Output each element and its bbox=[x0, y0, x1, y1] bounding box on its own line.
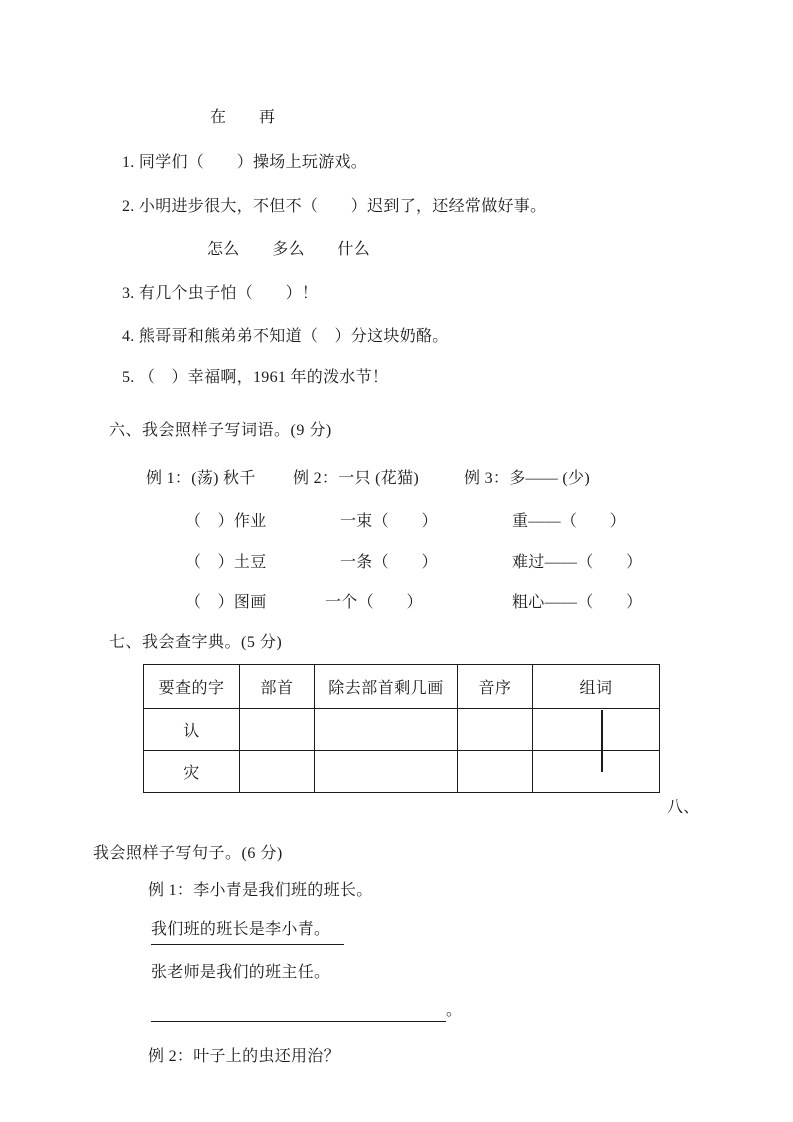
dict-cell-blank bbox=[240, 709, 315, 751]
section-8-example-2: 例 2：叶子上的虫还用治？ bbox=[148, 1048, 340, 1065]
dict-table-row-zai bbox=[144, 751, 660, 793]
question-2: 2. 小明进步很大，不但不（ ）迟到了，还经常做好事。 bbox=[122, 198, 547, 215]
section-6-title: 六、我会照样子写词语。(9 分) bbox=[109, 422, 332, 439]
dict-cell-blank bbox=[458, 709, 533, 751]
question-1: 1. 同学们（ ）操场上玩游戏。 bbox=[122, 154, 368, 171]
section-6-row1-col3: 重——（ ） bbox=[512, 513, 627, 530]
dict-cell-character-zai: 灾 bbox=[144, 751, 240, 793]
section-8-marker: 八、 bbox=[667, 799, 700, 816]
section-7-title: 七、我会查字典。(5 分) bbox=[109, 634, 283, 651]
dict-cell-blank bbox=[458, 751, 533, 793]
question-3: 3. 有几个虫子怕（ ）！ bbox=[122, 285, 319, 302]
dict-header-alphabetical: 音序 bbox=[458, 665, 533, 709]
section-6-example-1: 例 1：(荡) 秋千 bbox=[146, 470, 256, 487]
question-5: 5. （ ）幸福啊，1961 年的泼水节！ bbox=[122, 369, 389, 386]
word-bank-zenme: 怎么 多么 什么 bbox=[207, 241, 371, 258]
dict-cell-blank bbox=[240, 751, 315, 793]
dict-header-character: 要查的字 bbox=[144, 665, 240, 709]
answer-blank-period: 。 bbox=[446, 1002, 463, 1019]
question-4: 4. 熊哥哥和熊弟弟不知道（ ）分这块奶酪。 bbox=[122, 328, 449, 345]
section-6-row1-col1: （ ）作业 bbox=[185, 513, 267, 530]
dict-cell-blank bbox=[533, 751, 660, 793]
section-6-example-3: 例 3：多—— (少) bbox=[464, 470, 590, 487]
dict-cell-blank bbox=[315, 709, 458, 751]
dict-cell-character-ren: 认 bbox=[144, 709, 240, 751]
section-8-example-1: 例 1：李小青是我们班的班长。 bbox=[148, 882, 373, 899]
dict-header-radical: 部首 bbox=[240, 665, 315, 709]
word-bank-zai: 在 再 bbox=[210, 109, 276, 126]
section-6-row3-col3: 粗心——（ ） bbox=[512, 594, 643, 611]
section-6-row3-col1: （ ）图画 bbox=[185, 594, 267, 611]
section-6-row2-col3: 难过——（ ） bbox=[512, 554, 643, 571]
section-6-example-2: 例 2：一只 (花猫) bbox=[293, 470, 419, 487]
dict-header-strokes: 除去部首剩几画 bbox=[315, 665, 458, 709]
section-8-prompt-1: 张老师是我们的班主任。 bbox=[151, 964, 331, 981]
section-6-row3-col2: 一个（ ） bbox=[325, 594, 423, 611]
dict-header-word-group: 组词 bbox=[533, 665, 660, 709]
table-cell-partial-divider bbox=[601, 710, 603, 772]
dictionary-lookup-table bbox=[143, 664, 660, 793]
section-6-row2-col1: （ ）土豆 bbox=[185, 554, 267, 571]
answer-blank-line bbox=[151, 1003, 446, 1022]
dict-cell-blank bbox=[315, 751, 458, 793]
section-6-row1-col2: 一束（ ） bbox=[340, 513, 438, 530]
dict-cell-blank bbox=[533, 709, 660, 751]
section-8-example-1-answer: 我们班的班长是李小青。 bbox=[151, 919, 344, 945]
dict-table-header-row bbox=[144, 665, 660, 709]
section-6-row2-col2: 一条（ ） bbox=[340, 554, 438, 571]
section-8-title: 我会照样子写句子。(6 分) bbox=[93, 845, 283, 862]
answer-blank-row bbox=[151, 1000, 462, 1022]
dict-table-row-ren bbox=[144, 709, 660, 751]
